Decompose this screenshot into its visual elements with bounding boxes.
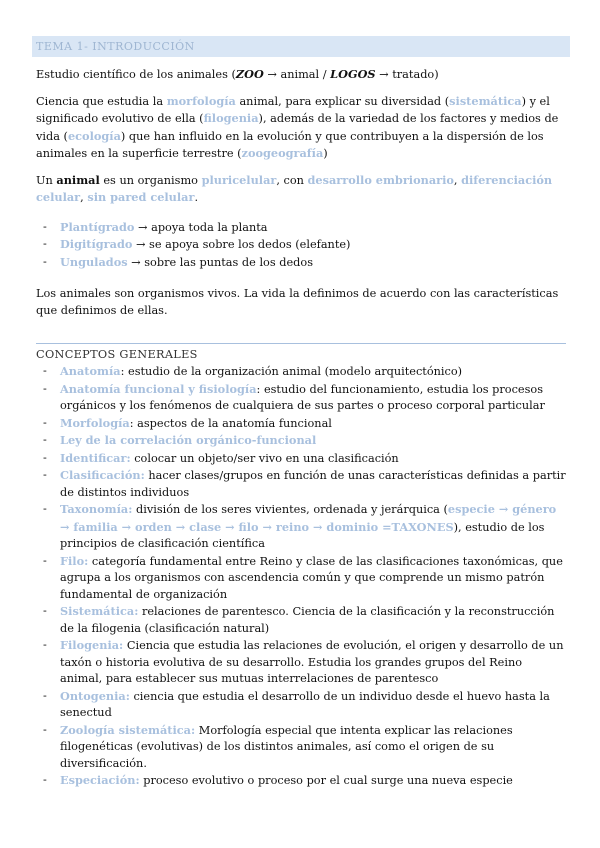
list-item	[36, 363, 566, 381]
highlight-ecologia: ecología	[67, 128, 121, 143]
text: Ciencia que estudia la	[36, 94, 167, 108]
list-item	[36, 501, 566, 553]
text: Un	[36, 173, 57, 187]
list-item	[36, 722, 566, 773]
term: Filogenia:	[60, 638, 124, 652]
term: Ontogenia:	[60, 688, 130, 703]
list-item	[36, 772, 566, 790]
term: Ley de la correlación orgánico-funcional	[60, 433, 317, 447]
list-item	[36, 553, 566, 604]
term: Digitígrado	[60, 237, 133, 251]
text: hacer clases/grupos en función de unas características definidas a partir de distintos individuos	[60, 469, 566, 499]
list-item	[36, 432, 566, 450]
highlight-pluricelular: pluricelular	[201, 172, 277, 187]
highlight-morfologia: morfología	[166, 93, 236, 108]
animal-definition-paragraph	[36, 172, 566, 207]
locomotion-types-list	[36, 219, 566, 272]
text: ) que han influido en la evolución y que contribuyen a la dispersión de los animales en la superficie terrestre (	[36, 129, 544, 160]
text: : aspectos de la anatomía funcional	[129, 416, 332, 430]
list-item	[36, 450, 566, 468]
term: Ungulados	[60, 254, 128, 269]
intro-text: → animal /	[263, 68, 331, 81]
life-paragraph: Los animales son organismos vivos. La vida la definimos de acuerdo con las características que definimos de ellas.	[36, 287, 559, 317]
text: proceso evolutivo o proceso por el cual surge una nueva especie	[139, 774, 513, 787]
definition-paragraph	[36, 93, 566, 163]
taxon-hierarchy: especie → género → familia → orden → clase → filo → reino → dominio =TAXONES	[60, 502, 557, 534]
text: : estudio del funcionamiento, estudia los procesos orgánicos y los fenómenos de cualquiera de sus partes o proceso corporal particular	[60, 382, 545, 412]
term: Plantígrado	[60, 219, 135, 234]
term: Identificar:	[60, 450, 131, 465]
section-header-tema1: TEMA 1- INTRODUCCIÓN	[32, 36, 570, 57]
intro-text: Estudio científico de los animales (	[36, 68, 236, 81]
text: ), además de la variedad de los factores y medios de vida (	[36, 112, 559, 143]
term: Clasificación:	[60, 468, 145, 482]
highlight-filogenia: filogenia	[203, 111, 259, 125]
list-item	[36, 219, 566, 237]
highlight-zoogeografia: zoogeografía	[241, 146, 324, 160]
logos-term: LOGOS	[330, 67, 376, 81]
text: ciencia que estudia el desarrollo de un individuo desde el huevo hasta la senectud	[60, 689, 550, 719]
text: → sobre las puntas de los dedos	[127, 255, 313, 269]
list-item	[36, 603, 566, 637]
document-page	[36, 36, 566, 790]
section-divider	[36, 343, 566, 344]
list-item	[36, 236, 566, 254]
term: Especiación:	[60, 773, 140, 787]
text: es un organismo	[99, 173, 202, 187]
highlight-sistematica: sistemática	[449, 93, 522, 108]
section-header-conceptos: CONCEPTOS GENERALES	[36, 348, 198, 361]
term: Morfología	[60, 415, 130, 430]
text: relaciones de parentesco. Ciencia de la clasificación y la reconstrucción de la filogenia (clasificación natural)	[60, 605, 555, 635]
text: Morfología especial que intenta explicar las relaciones filogenéticas (evolutivas) de los distintos animales, así como el origen de su diversificación.	[60, 723, 513, 770]
highlight-sin-pared: sin pared celular	[87, 190, 195, 204]
term: Anatomía	[60, 364, 121, 378]
concepts-list	[36, 363, 566, 790]
text: Ciencia que estudia las relaciones de evolución, el origen y desarrollo de un taxón o historia evolutiva de su desarrollo. Estudia los grandes grupos del Reino animal, para establecer sus mutuas interrelaciones de parentesco	[60, 639, 564, 685]
term: Zoología sistemática:	[60, 722, 196, 737]
text: ) y el significado evolutivo de ella (	[36, 94, 550, 125]
list-item	[36, 688, 566, 722]
text: )	[323, 147, 328, 160]
text: .	[194, 191, 199, 204]
text: → se apoya sobre los dedos (elefante)	[132, 238, 351, 251]
intro-paragraph	[36, 66, 566, 84]
term: Taxonomía:	[60, 502, 133, 516]
term: Sistemática:	[60, 604, 139, 618]
highlight-diferenciacion: diferenciación celular	[36, 172, 553, 204]
text: categoría fundamental entre Reino y clase de las clasificaciones taxonómicas, que agrupa a los organismos con ascendencia común y que comprende un mismo patrón fundamental de organización	[60, 554, 563, 601]
text: → apoya toda la planta	[134, 220, 268, 234]
list-item	[36, 254, 566, 272]
text: , con	[276, 173, 308, 187]
text: ,	[453, 173, 462, 187]
intro-text: → tratado)	[375, 68, 439, 81]
text: ,	[80, 191, 88, 204]
text: animal, para explicar su diversidad (	[235, 94, 450, 108]
zoo-term: ZOO	[235, 67, 264, 81]
term: Anatomía funcional y fisiología	[60, 381, 257, 396]
list-item	[36, 381, 566, 415]
animal-term: animal	[56, 172, 100, 187]
text: ), estudio de los principios de clasificación científica	[60, 520, 545, 550]
list-item	[36, 467, 566, 501]
text: : estudio de la organización animal (modelo arquitectónico)	[120, 365, 463, 378]
list-item	[36, 415, 566, 433]
text: colocar un objeto/ser vivo en una clasificación	[130, 451, 399, 465]
list-item	[36, 637, 566, 688]
highlight-desarrollo: desarrollo embrionario	[307, 172, 454, 187]
text: división de los seres vivientes, ordenada y jerárquica (	[132, 503, 448, 516]
term: Filo:	[60, 553, 89, 568]
